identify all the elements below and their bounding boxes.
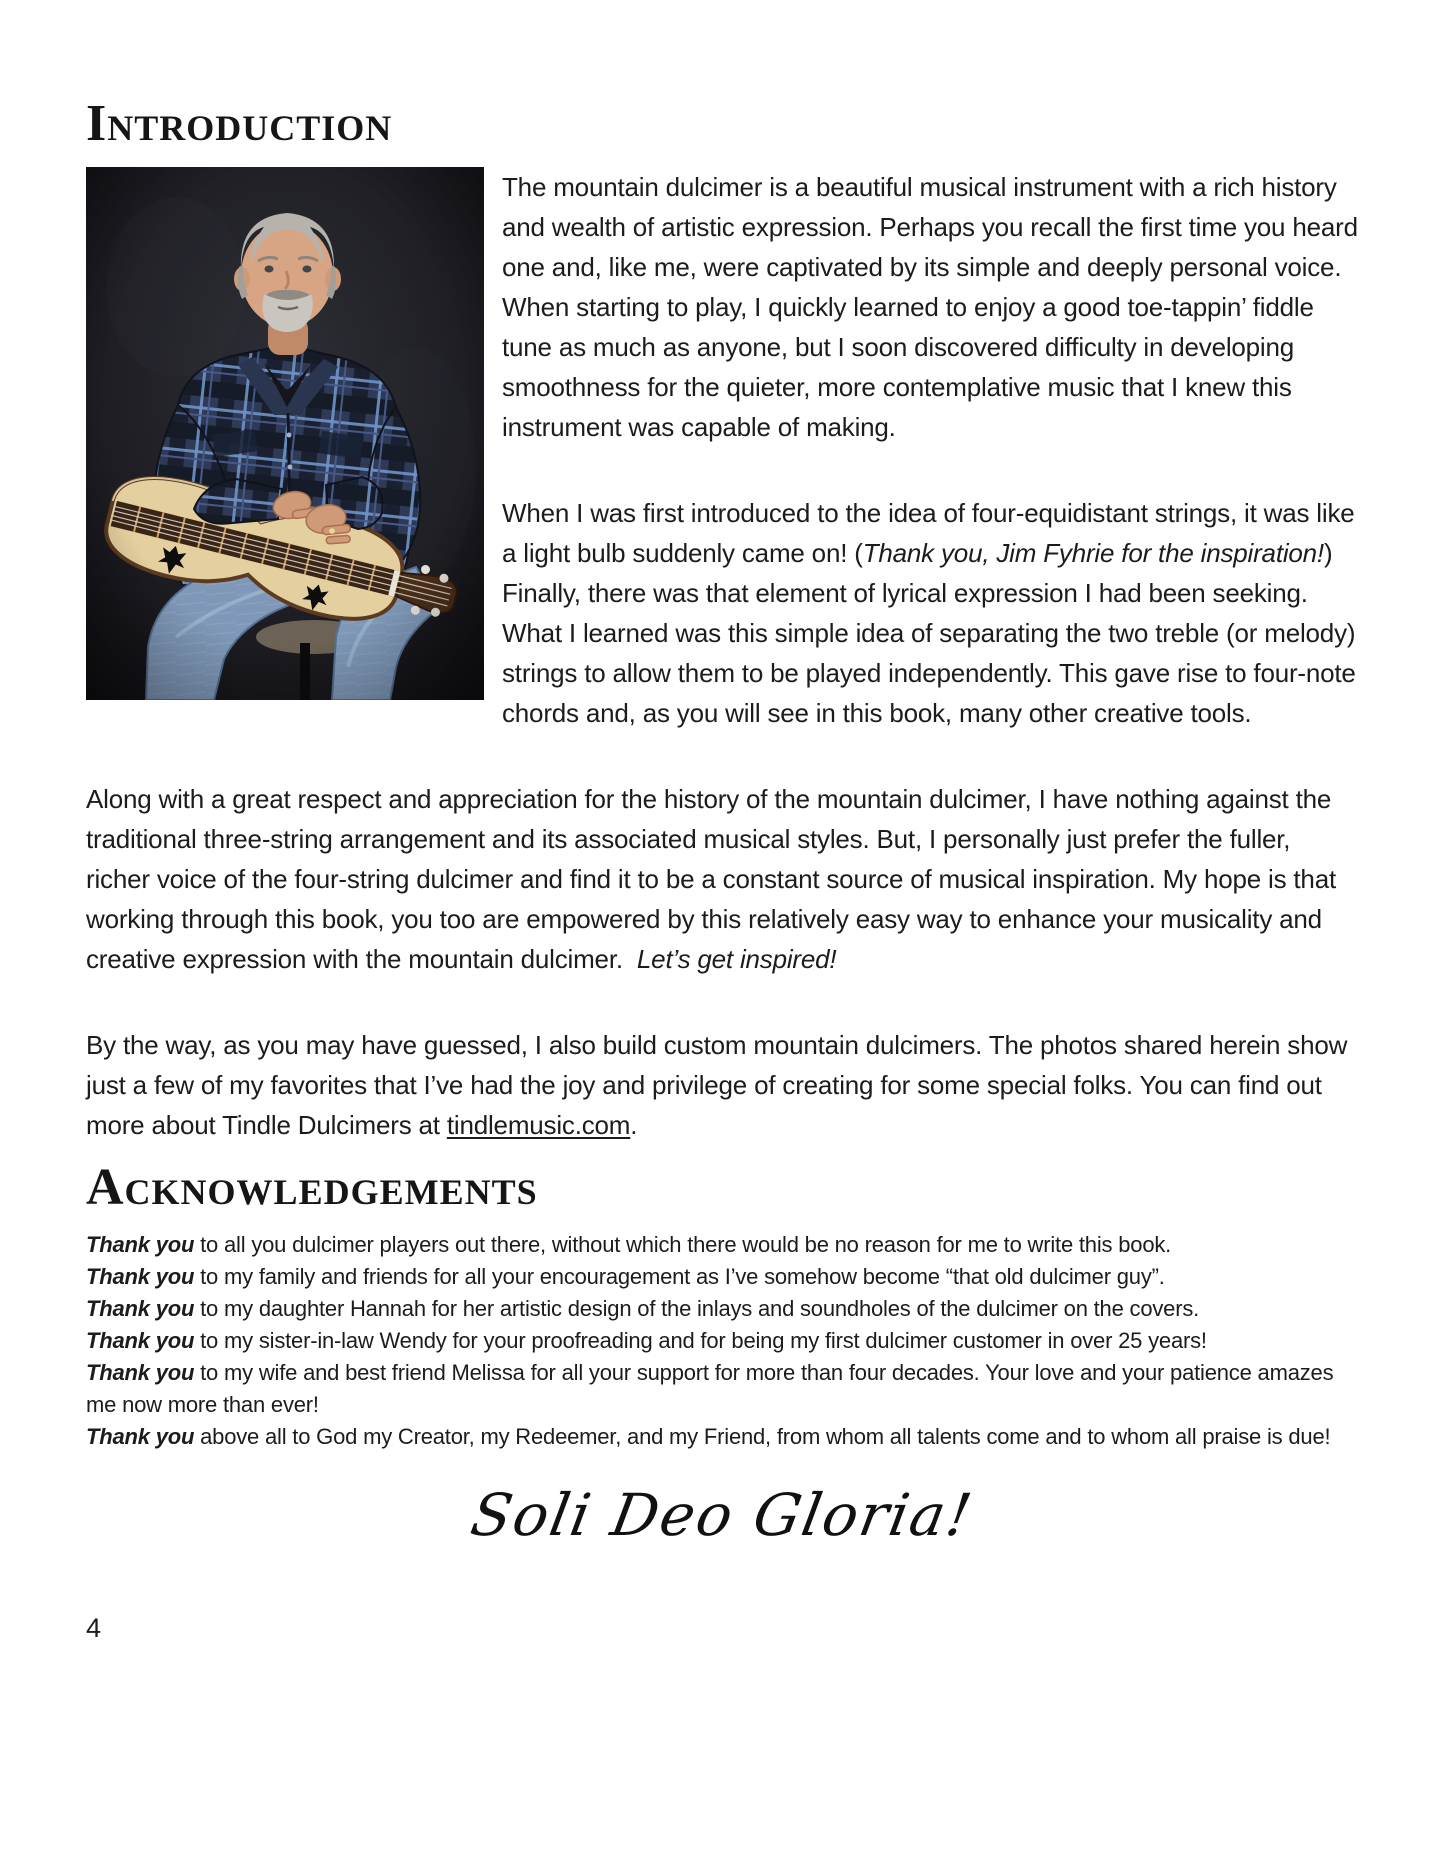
intro-paragraph-2-text-end: ) Finally, there was that element of lyrical expression I had been seeking. What I learned was this simple idea of separating the two treble (or melody) strings to allow them to be played independently. This gave rise to four-note chords and, as you will see in this book, many other creative tools. [502, 538, 1356, 728]
acknowledgement-text: to all you dulcimer players out there, without which there would be no reason for me to write this book. [194, 1232, 1172, 1257]
thank-you-lead: Thank you [86, 1232, 195, 1257]
acknowledgement-text: above all to God my Creator, my Redeemer, and my Friend, from whom all talents come and to whom all praise is due! [194, 1424, 1331, 1449]
intro-paragraph-1-text: The mountain dulcimer is a beautiful musical instrument with a rich history and wealth of artistic expression. Perhaps you recall the first time you heard one and, like me, were captivated by its simple and deeply personal voice. When starting to play, I quickly learned to enjoy a good toe-tappin’ fiddle tune as much as anyone, but I soon discovered difficulty in developing smoothness for the quieter, more contemplative music that I knew this instrument was capable of making. [502, 172, 1358, 442]
intro-paragraph-4 [86, 1025, 1359, 1145]
acknowledgement-item [86, 1357, 1359, 1421]
intro-paragraph-4-period: . [630, 1110, 638, 1140]
intro-paragraph-2-italic: Thank you, Jim Fyhrie for the inspiration! [862, 538, 1324, 568]
thank-you-lead: Thank you [86, 1328, 195, 1353]
acknowledgement-item [86, 1229, 1359, 1261]
author-photo [86, 167, 484, 700]
intro-paragraph-4-text: By the way, as you may have guessed, I also build custom mountain dulcimers. The photos shared herein show just a few of my favorites that I’ve had the joy and privilege of creating for some special folks. You can find out more about Tindle Dulcimers at [86, 1030, 1348, 1140]
thank-you-lead: Thank you [86, 1360, 195, 1385]
page-number: 4 [86, 1613, 102, 1643]
acknowledgement-item [86, 1261, 1359, 1293]
tindlemusic-link[interactable]: tindlemusic.com [446, 1110, 631, 1140]
closing-script [86, 1469, 1359, 1561]
intro-paragraph-3-italic: Let’s get inspired! [636, 944, 837, 974]
intro-paragraph-2-text: When I was first introduced to the idea of four-equidistant strings, it was like a light bulb suddenly came on! ( [502, 498, 1355, 568]
acknowledgements-heading: Acknowledgements [86, 1159, 538, 1216]
thank-you-lead: Thank you [86, 1264, 195, 1289]
intro-paragraph-3-text: Along with a great respect and appreciation for the history of the mountain dulcimer, I have nothing against the traditional three-string arrangement and its associated musical styles. But, I personally just prefer the fuller, richer voice of the four-string dulcimer and find it to be a constant source of musical inspiration. My hope is that working through this book, you too are empowered by this relatively easy way to enhance your musicality and creative expression with the mountain dulcimer. [86, 784, 1336, 974]
author-photo-illustration [86, 167, 484, 700]
intro-paragraph-3 [86, 779, 1359, 979]
acknowledgement-text: to my family and friends for all your encouragement as I’ve somehow become “that old dulcimer guy”. [194, 1264, 1165, 1289]
thank-you-lead: Thank you [86, 1296, 195, 1321]
thank-you-lead: Thank you [86, 1424, 195, 1449]
acknowledgement-item [86, 1325, 1359, 1357]
acknowledgement-text: to my sister-in-law Wendy for your proofreading and for being my first dulcimer customer in over 25 years! [194, 1328, 1207, 1353]
introduction-heading: Introduction [86, 95, 393, 152]
soli-deo-gloria-text: Soli Deo Gloria! [466, 1481, 979, 1549]
acknowledgement-item [86, 1293, 1359, 1325]
acknowledgement-text: to my wife and best friend Melissa for all your support for more than four decades. Your love and your patience amazes me now more than ever! [86, 1360, 1334, 1417]
acknowledgements-list [86, 1229, 1359, 1453]
acknowledgement-item [86, 1421, 1359, 1453]
acknowledgement-text: to my daughter Hannah for her artistic design of the inlays and soundholes of the dulcimer on the covers. [194, 1296, 1200, 1321]
